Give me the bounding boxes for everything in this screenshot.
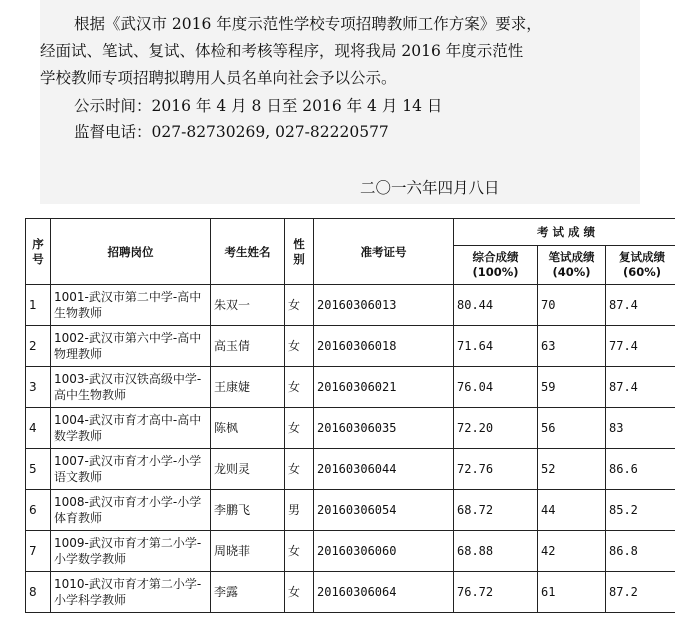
cell-name: 李鹏飞: [211, 490, 285, 531]
cell-name: 王康婕: [211, 367, 285, 408]
cell-overall: 76.72: [454, 572, 538, 613]
cell-retest: 87.4: [606, 285, 675, 326]
notice-line-1: 根据《武汉市 2016 年度示范性学校专项招聘教师工作方案》要求，: [74, 15, 542, 33]
cell-retest: 77.4: [606, 326, 675, 367]
cell-written: 44: [538, 490, 606, 531]
cell-gender: 女: [285, 449, 314, 490]
cell-overall: 72.20: [454, 408, 538, 449]
table-row: [26, 531, 675, 572]
cell-index: 1: [26, 285, 51, 326]
cell-overall: 76.04: [454, 367, 538, 408]
cell-post: 1003-武汉市汉铁高级中学-高中生物教师: [51, 367, 211, 408]
cell-written: 59: [538, 367, 606, 408]
cell-retest: 87.2: [606, 572, 675, 613]
cell-exam-no: 20160306044: [314, 449, 454, 490]
table-row: [26, 285, 675, 326]
cell-name: 龙则灵: [211, 449, 285, 490]
header-name: 考生姓名: [211, 219, 285, 285]
candidate-table: [25, 218, 675, 613]
header-index: 序号: [26, 219, 51, 285]
cell-post: 1004-武汉市育才高中-高中数学教师: [51, 408, 211, 449]
cell-written: 52: [538, 449, 606, 490]
notice-line-3: 学校教师专项招聘拟聘用人员名单向社会予以公示。: [40, 69, 397, 87]
cell-gender: 女: [285, 531, 314, 572]
header-exam-no: 准考证号: [314, 219, 454, 285]
cell-index: 2: [26, 326, 51, 367]
header-post: 招聘岗位: [51, 219, 211, 285]
header-gender: 性别: [285, 219, 314, 285]
cell-gender: 女: [285, 408, 314, 449]
cell-post: 1010-武汉市育才第二小学-小学科学教师: [51, 572, 211, 613]
header-retest: 复试成绩 (60%): [606, 246, 675, 285]
header-scores: 考 试 成 绩: [454, 219, 675, 246]
cell-retest: 85.2: [606, 490, 675, 531]
cell-post: 1008-武汉市育才小学-小学体育教师: [51, 490, 211, 531]
cell-gender: 男: [285, 490, 314, 531]
cell-retest: 87.4: [606, 367, 675, 408]
cell-overall: 68.88: [454, 531, 538, 572]
cell-index: 8: [26, 572, 51, 613]
table-row: [26, 367, 675, 408]
cell-retest: 83: [606, 408, 675, 449]
phone-label: 监督电话：: [74, 123, 152, 141]
cell-index: 4: [26, 408, 51, 449]
phone-value: 027-82730269, 027-82220577: [151, 123, 389, 141]
cell-name: 陈枫: [211, 408, 285, 449]
period-value: 2016 年 4 月 8 日至 2016 年 4 月 14 日: [151, 97, 443, 115]
table-row: [26, 326, 675, 367]
cell-name: 李露: [211, 572, 285, 613]
cell-written: 56: [538, 408, 606, 449]
cell-retest: 86.8: [606, 531, 675, 572]
cell-overall: 72.76: [454, 449, 538, 490]
cell-gender: 女: [285, 367, 314, 408]
cell-post: 1002-武汉市第六中学-高中物理教师: [51, 326, 211, 367]
cell-exam-no: 20160306060: [314, 531, 454, 572]
cell-written: 42: [538, 531, 606, 572]
cell-overall: 68.72: [454, 490, 538, 531]
header-written: 笔试成绩 (40%): [538, 246, 606, 285]
cell-gender: 女: [285, 572, 314, 613]
notice-phone: [74, 120, 389, 142]
notice-period: [74, 94, 442, 116]
cell-exam-no: 20160306021: [314, 367, 454, 408]
cell-index: 5: [26, 449, 51, 490]
cell-exam-no: 20160306035: [314, 408, 454, 449]
cell-name: 高玉倩: [211, 326, 285, 367]
cell-gender: 女: [285, 326, 314, 367]
cell-index: 7: [26, 531, 51, 572]
cell-overall: 71.64: [454, 326, 538, 367]
cell-index: 6: [26, 490, 51, 531]
cell-retest: 86.6: [606, 449, 675, 490]
cell-exam-no: 20160306013: [314, 285, 454, 326]
cell-overall: 80.44: [454, 285, 538, 326]
table-row: [26, 408, 675, 449]
notice-block: [40, 0, 640, 204]
cell-name: 周晓菲: [211, 531, 285, 572]
cell-post: 1007-武汉市育才小学-小学语文教师: [51, 449, 211, 490]
cell-index: 3: [26, 367, 51, 408]
cell-written: 70: [538, 285, 606, 326]
cell-written: 61: [538, 572, 606, 613]
cell-gender: 女: [285, 285, 314, 326]
header-overall: 综合成绩 (100%): [454, 246, 538, 285]
cell-exam-no: 20160306018: [314, 326, 454, 367]
cell-exam-no: 20160306054: [314, 490, 454, 531]
table-row: [26, 449, 675, 490]
cell-post: 1009-武汉市育才第二小学-小学数学教师: [51, 531, 211, 572]
table-row: [26, 490, 675, 531]
cell-name: 朱双一: [211, 285, 285, 326]
cell-exam-no: 20160306064: [314, 572, 454, 613]
cell-written: 63: [538, 326, 606, 367]
period-label: 公示时间：: [74, 97, 152, 115]
cell-post: 1001-武汉市第二中学-高中生物教师: [51, 285, 211, 326]
notice-date: 二〇一六年四月八日: [360, 179, 500, 197]
table-row: [26, 572, 675, 613]
notice-line-2: 经面试、笔试、复试、体检和考核等程序，现将我局 2016 年度示范性: [40, 42, 524, 60]
